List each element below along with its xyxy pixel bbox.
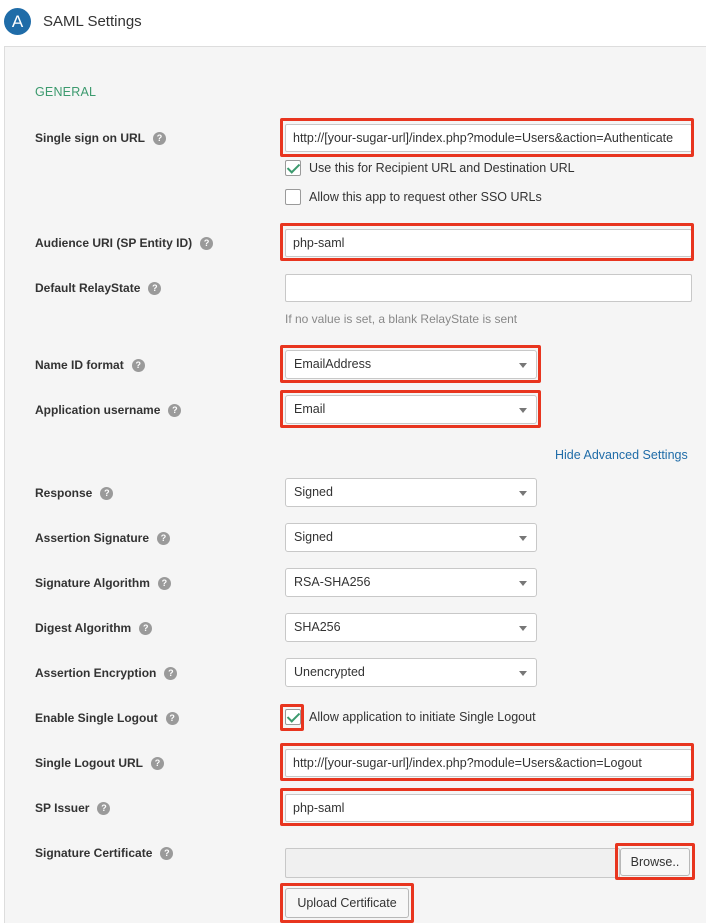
single-logout-label: Enable Single Logout ? (35, 711, 179, 725)
help-icon[interactable]: ? (139, 622, 152, 635)
name-id-format-select[interactable]: EmailAddress (285, 350, 537, 379)
help-icon[interactable]: ? (100, 487, 113, 500)
help-icon[interactable]: ? (132, 359, 145, 372)
chevron-down-icon (519, 626, 527, 631)
assertion-signature-label: Assertion Signature ? (35, 531, 170, 545)
help-icon[interactable]: ? (168, 404, 181, 417)
section-title: GENERAL (35, 85, 97, 99)
help-icon[interactable]: ? (200, 237, 213, 250)
single-logout-checkbox[interactable] (285, 709, 301, 725)
single-logout-checkbox-label: Allow application to initiate Single Logout (309, 710, 536, 724)
assertion-signature-select[interactable]: Signed (285, 523, 537, 552)
help-icon[interactable]: ? (166, 712, 179, 725)
chevron-down-icon (519, 491, 527, 496)
response-label: Response ? (35, 486, 113, 500)
digest-algorithm-label: Digest Algorithm ? (35, 621, 152, 635)
signature-certificate-label: Signature Certificate ? (35, 846, 173, 860)
help-icon[interactable]: ? (97, 802, 110, 815)
help-icon[interactable]: ? (160, 847, 173, 860)
chevron-down-icon (519, 581, 527, 586)
chevron-down-icon (519, 408, 527, 413)
hide-advanced-settings-link[interactable]: Hide Advanced Settings (555, 448, 688, 462)
help-icon[interactable]: ? (164, 667, 177, 680)
name-id-format-label: Name ID format ? (35, 358, 145, 372)
sp-issuer-input[interactable]: php-saml (285, 794, 692, 822)
browse-button[interactable]: Browse.. (620, 848, 690, 876)
help-icon[interactable]: ? (151, 757, 164, 770)
certificate-file-field[interactable] (285, 848, 620, 878)
signature-algorithm-label: Signature Algorithm ? (35, 576, 171, 590)
recipient-url-checkbox-label: Use this for Recipient URL and Destination URL (309, 161, 575, 175)
single-logout-url-input[interactable]: http://[your-sugar-url]/index.php?module=Users&action=Logout (285, 749, 692, 777)
signature-algorithm-select[interactable]: RSA-SHA256 (285, 568, 537, 597)
audience-uri-input[interactable]: php-saml (285, 229, 692, 257)
chevron-down-icon (519, 671, 527, 676)
sso-url-input[interactable]: http://[your-sugar-url]/index.php?module=Users&action=Authenticate (285, 124, 692, 152)
app-username-label: Application username ? (35, 403, 181, 417)
chevron-down-icon (519, 536, 527, 541)
recipient-url-checkbox[interactable] (285, 160, 301, 176)
help-icon[interactable]: ? (157, 532, 170, 545)
response-select[interactable]: Signed (285, 478, 537, 507)
header (0, 0, 706, 46)
help-icon[interactable]: ? (148, 282, 161, 295)
upload-certificate-button[interactable]: Upload Certificate (285, 888, 409, 918)
digest-algorithm-select[interactable]: SHA256 (285, 613, 537, 642)
help-icon[interactable]: ? (158, 577, 171, 590)
assertion-encryption-select[interactable]: Unencrypted (285, 658, 537, 687)
chevron-down-icon (519, 363, 527, 368)
other-sso-checkbox-label: Allow this app to request other SSO URLs (309, 190, 542, 204)
app-avatar: A (4, 8, 31, 35)
sp-issuer-label: SP Issuer ? (35, 801, 110, 815)
assertion-encryption-label: Assertion Encryption ? (35, 666, 177, 680)
app-username-select[interactable]: Email (285, 395, 537, 424)
sso-url-label: Single sign on URL ? (35, 131, 166, 145)
relay-state-hint: If no value is set, a blank RelayState is sent (285, 312, 518, 326)
help-icon[interactable]: ? (153, 132, 166, 145)
audience-uri-label: Audience URI (SP Entity ID) ? (35, 236, 213, 250)
relay-state-input[interactable] (285, 274, 692, 302)
other-sso-checkbox[interactable] (285, 189, 301, 205)
page-title: SAML Settings (43, 13, 142, 30)
relay-state-label: Default RelayState ? (35, 281, 161, 295)
single-logout-url-label: Single Logout URL ? (35, 756, 164, 770)
